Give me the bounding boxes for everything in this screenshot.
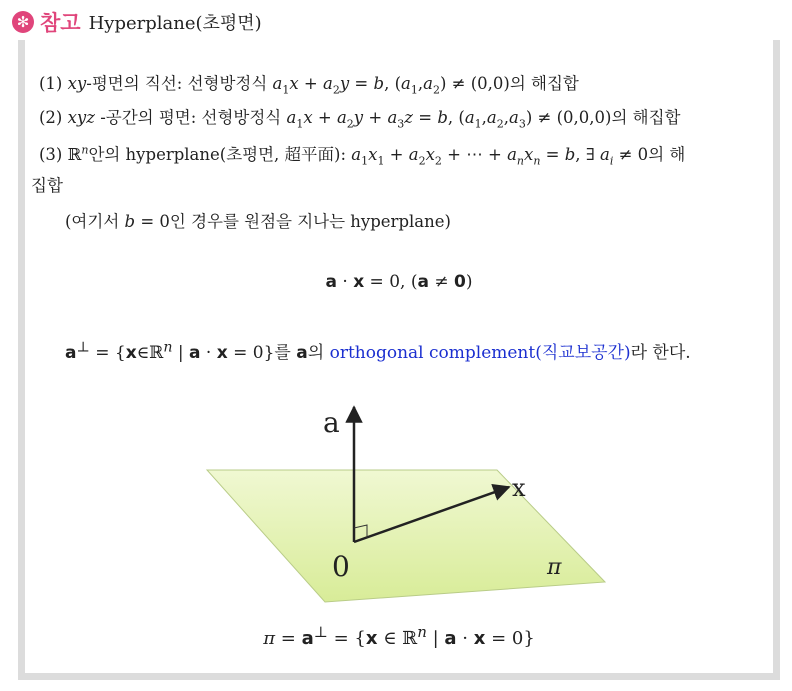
orthogonal-complement-term: orthogonal complement(직교보공간) — [329, 343, 631, 363]
label-origin: 0 — [332, 550, 350, 583]
hyperplane-figure — [197, 392, 617, 617]
hyperplane-equation: a · x = 0, (a ≠ 0) — [325, 272, 473, 292]
item-line-note: (여기서 b = 0인 경우를 원점을 지나는 hyperplane) — [65, 212, 451, 231]
label-pi: π — [547, 555, 562, 580]
note-title: Hyperplane(초평면) — [88, 13, 262, 34]
label-x: x — [512, 474, 526, 502]
item-line-2: (2) xyz -공간의 평면: 선형방정식 $a_1x + a_2y + a_3z = b$, $(a_1,a_2,a_3) \ne (0,0,0)$의 해집합 — [39, 108, 681, 131]
note-label: 참고 — [40, 11, 81, 35]
asterisk-icon: ✻ — [12, 11, 34, 33]
item-line-3-cont: 집합 — [31, 176, 63, 195]
note-frame — [18, 40, 780, 680]
item-line-3: (3) ℝ$^n$안의 hyperplane(초평면, 超平面): $a_1x_1 + a_2x_2$ + ⋯ + $a_nx_n = b$, ∃ $a_i \ne 0$의 해 — [39, 143, 686, 168]
figure-caption: π = a⊥ = {x ∈ ℝ$^n$ | a · x = 0} — [263, 623, 535, 649]
complement-definition: a⊥ = {x∈ℝ$^n$ | a · x = 0}를 a의 orthogonal complement(직교보공간)라 한다. — [65, 339, 691, 363]
note-box — [25, 40, 773, 673]
item-line-1: (1) xy-평면의 직선: 선형방정식 $a_1x + a_2y = b$, $(a_1,a_2) \ne (0,0)$의 해집합 — [39, 74, 579, 97]
note-header — [12, 6, 262, 38]
label-a: a — [323, 406, 340, 439]
